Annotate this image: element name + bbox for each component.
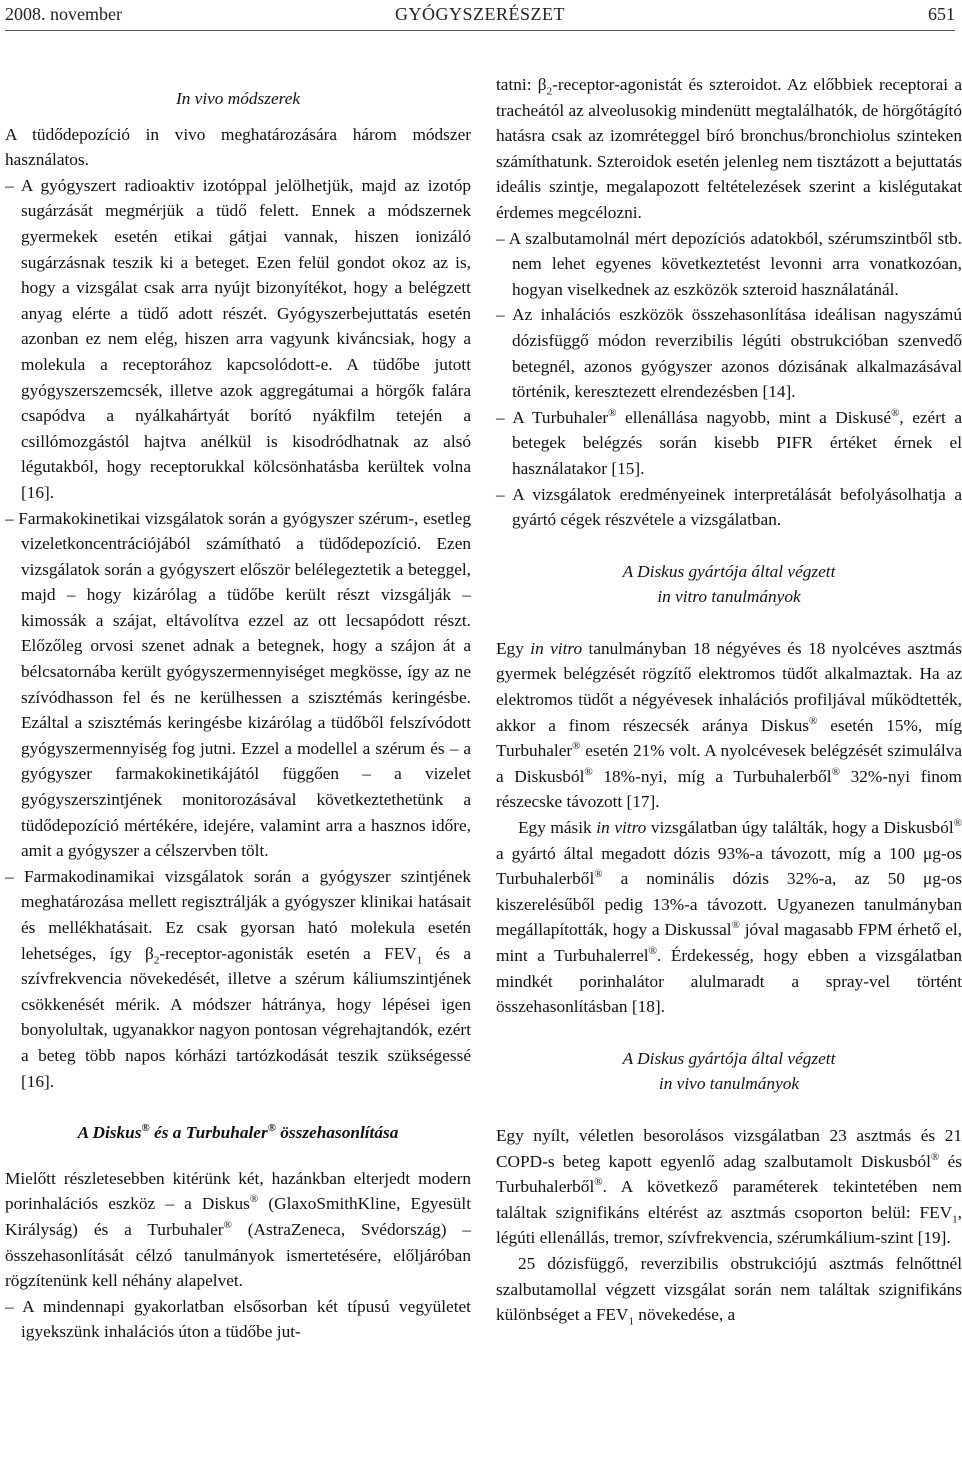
in-vivo-paragraph-1: Egy nyílt, véletlen besorolásos vizsgálatban 23 asztmás és 21 COPD-s beteg kapott egyenlő adag szalbutamolt Diskusból® és Turbuhalerből®. A következő paraméterek tekintetében nem találtak szignifikáns eltérést az asztmás csoporton belül: $FEV_1$, légúti ellenállás, tremor, szívfrekvencia, szérumkálium-szint [19]. (496, 1125, 962, 1248)
in-vitro-paragraph-2: Egy másik in vitro vizsgálatban úgy találták, hogy a Diskusból® a gyártó által megadott dózis 93%-a távozott, míg a 100 μg-os Turbuhalerből® a nominális dózis 32%-a, az 50 μg-os kiszerelésűből pedig 13%-a távozott. Ugyanezen tanulmányban megállapították, hogy a Diskussal® jóval magasabb FPM érhető el, mint a Turbuhalerrel®. Érdekesség, hogy ebben a vizsgálatban mindkét porinhalátor alulmaradt a spray-vel történt összehasonlításban [18]. (496, 817, 962, 1017)
section-heading-in-vivo: In vivo módszerek (175, 89, 301, 108)
header-date: 2008. november (5, 4, 122, 24)
left-column (5, 72, 471, 1345)
in-vivo-paragraph-2: 25 dózisfüggő, reverzibilis obstrukciójú asztmás felnőttnél szalbutamollal végzett vizsgálat során nem találtak szignifikáns különbséget a $FEV_1$ növekedése, a (496, 1253, 962, 1328)
header-rule (5, 30, 955, 31)
list-item-radioactive: – A gyógyszert radioaktiv izotóppal jelölhetjük, majd az izotóp sugárzását megmérjük a tüdő felett. Ennek a módszernek gyermekek esetén etikai gátjai vannak, hiszen ionizáló sugárzásnak teszik ki a beteget. Ezen felül gondot okoz az is, hogy a vizsgálat csak arra nyújt bizonyítékot, hogy a belégzett anyag elérte a tüdő adott részét. Gyógyszerbejuttatás esetén azonban ez nem elég, hiszen arra vagyunk kiváncsiak, hogy a molekula a receptorához kapcsolódott-e. A tüdőbe jutott gyógyszerszemcsék, illetve azok aggregátumai a hörgők falára csapódva a nyálkahártyát borító nyákfilm tetején a csillómozgástól hajtva anélkül is kisodródhatnak az alsó légutakból, hogy receptorukkal kölcsönhatásba kerültek volna [16]. (5, 175, 471, 502)
list-item-pharmacokinetic: – Farmakokinetikai vizsgálatok során a gyógyszer szérum-, esetleg vizeletkoncentrációjából számítható a tüdődepozíció. Ezen vizsgálatok során a gyógyszert először belélegeztetik a beteggel, majd – hogy kizárólag a tüdőbe került részt vizsgálják – kimossák a szájat, eltávolítva ezzel az ott lecsapódott részt. Előzőleg orvosi szenet adnak a betegnek, hogy a szájon át a bélcsatornába került gyógyszermennyiséget megkösse, így az ne szívódhasson fel és ne kerülhessen a szisztémás keringésbe. Ezáltal a szisztémás keringésbe kizárólag a tüdőből felszívódott gyógyszermennyiség fog jutni. Ezzel a modellel a szérum és – a gyógyszer farmakokinetikájától függően – a vizelet gyógyszerszintjének monitorozásával következtethetünk a tüdődepozíció mértékére, idejére, valamint arra a hasznos időre, amit a gyógyszer a célszervben tölt. (5, 508, 471, 861)
list-item-pharmacodynamic: – Farmakodinamikai vizsgálatok során a gyógyszer szintjének meghatározása mellett regisztrálják a gyógyszer klinikai hatásait és mellékhatásait. Ez csak gyorsan ható molekula esetén lehetséges, így $\beta_2-receptor$-agonisták esetén a $FEV_1$ és a szívfrekvencia növekedését, illetve a szérum káliumszintjének csökkenését mérik. A módszer hátránya, hogy lépései igen bonyolultak, ugyanakkor nagyon pontosan végrehajtandók, ezért a beteg több napos kórházi tartózkodását teszik szükségessé [16]. (5, 866, 471, 1091)
journal-title: GYÓGYSZERÉSZET (395, 4, 565, 24)
in-vitro-paragraph-1: Egy in vitro tanulmányban 18 négyéves és 18 nyolcéves asztmás gyermek belégzését rögzítő elektromos tüdőt alkalmaztak. Ha az elektromos tüdőt a négyévesek inhalációs profiljával működtették, akkor a finom részecsék aránya Diskus® esetén 15%, míg Turbuhaler® esetén 21% volt. A nyolcévesek belégzését szimulálva a Diskusból® 18%-nyi, míg a Turbuhalerből® 32%-nyi finom részecske távozott [17]. (496, 638, 962, 812)
section-heading-comparison: A Diskus® és a Turbuhaler® összehasonlítása (77, 1122, 399, 1143)
running-header (5, 4, 955, 28)
comparison-intro-paragraph: Mielőtt részletesebben kitérünk két, hazánkban elterjedt modern porinhalációs eszköz – a Diskus® (GlaxoSmithKline, Egyesült Királyság) és a Turbuhaler® (AstraZeneca, Svédország) – összehasonlítását célzó tanulmányok ismertetésére, előljáróban rögzítenünk kell néhány alapelvet. (5, 1168, 471, 1291)
section-heading-in-vitro-studies: A Diskus gyártója által végzett in vitro tanulmányok (622, 561, 836, 607)
page-number: 651 (928, 4, 955, 24)
list-item-comparison-ideal: – Az inhalációs eszközök összehasonlítása ideálisan nagyszámú dózisfüggő módon reverzibilis légúti obstrukcióban szenvedő betegnél, azonos gyógyszer azonos dózisának alkalmazásával történik, keresztezett elrendezésben [14]. (496, 305, 962, 402)
list-item-salbutamol: – A szalbutamolnál mért depozíciós adatokból, szérumszintből stb. nem lehet egyenes következtetést levonni arra vonatkozóan, hogyan viselkednek az eszközök szteroid használatánál. (496, 228, 962, 299)
list-item-daily-practice: – A mindennapi gyakorlatban elsősorban két típusú vegyületet igyekszünk inhalációs úton a tüdőbe jut- (5, 1296, 471, 1342)
list-item-manufacturer: – A vizsgálatok eredményeinek interpretálását befolyásolhatja a gyártó cégek részvétele a vizsgálatban. (496, 484, 962, 530)
list-item-resistance: – A Turbuhaler® ellenállása nagyobb, mint a Diskusé®, ezért a betegek belégzés során kisebb PIFR értéket érnek el használatakor [15]. (496, 406, 962, 478)
section-heading-in-vivo-studies: A Diskus gyártója által végzett in vivo tanulmányok (622, 1048, 836, 1094)
continued-paragraph: tatni: $\beta_2-receptor$-agonistát és szteroidot. Az előbbiek receptorai a tracheától az alveolusokig mindenütt megtalálhatók, de hörgőtágító hatásra csak az izomréteggel bíró bronchus/bronchiolus szinteken számíthatunk. Szteroidok esetén jelenleg nem tisztázott a bejuttatás ideális szintje, megalapozott feltételezések szerint a kislégutakat érdemes megcélozni. (496, 75, 962, 222)
intro-paragraph: A tüdődepozíció in vivo meghatározására három módszer használatos. (5, 124, 471, 170)
right-column (496, 72, 962, 1328)
